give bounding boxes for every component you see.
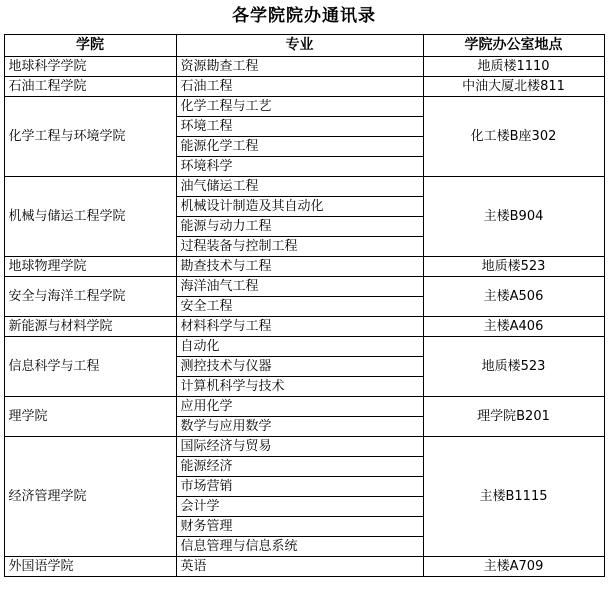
cell-major: 资源勘查工程: [176, 56, 423, 76]
page-title: 各学院院办通讯录: [232, 6, 376, 26]
cell-office: 主楼B904: [423, 176, 604, 256]
cell-major: 信息管理与信息系统: [176, 536, 423, 556]
cell-college: 石油工程学院: [4, 76, 176, 96]
cell-major: 自动化: [176, 336, 423, 356]
table-row: [4, 396, 604, 416]
cell-major: 机械设计制造及其自动化: [176, 196, 423, 216]
cell-major: 财务管理: [176, 516, 423, 536]
cell-major: 能源化学工程: [176, 136, 423, 156]
cell-major: 勘查技术与工程: [176, 256, 423, 276]
cell-major: 能源经济: [176, 456, 423, 476]
cell-major: 过程装备与控制工程: [176, 236, 423, 256]
cell-college: 化学工程与环境学院: [4, 96, 176, 176]
table-body: [4, 56, 604, 576]
cell-major: 化学工程与工艺: [176, 96, 423, 116]
column-header-major: 专业: [176, 34, 423, 56]
table-row: [4, 256, 604, 276]
cell-major: 环境工程: [176, 116, 423, 136]
cell-major: 环境科学: [176, 156, 423, 176]
cell-office: 中油大厦北楼811: [423, 76, 604, 96]
cell-office: 主楼A406: [423, 316, 604, 336]
cell-major: 海洋油气工程: [176, 276, 423, 296]
table-row: [4, 276, 604, 296]
cell-major: 市场营销: [176, 476, 423, 496]
cell-office: 地质楼1110: [423, 56, 604, 76]
cell-major: 数学与应用数学: [176, 416, 423, 436]
table-row: [4, 436, 604, 456]
cell-office: 主楼B1115: [423, 436, 604, 556]
column-header-office: 学院办公室地点: [423, 34, 604, 56]
cell-college: 机械与储运工程学院: [4, 176, 176, 256]
cell-major: 测控技术与仪器: [176, 356, 423, 376]
table-row: [4, 56, 604, 76]
cell-major: 油气储运工程: [176, 176, 423, 196]
cell-office: 主楼A506: [423, 276, 604, 316]
cell-college: 地球科学学院: [4, 56, 176, 76]
table-row: [4, 176, 604, 196]
cell-major: 会计学: [176, 496, 423, 516]
table-row: [4, 76, 604, 96]
table-row: [4, 316, 604, 336]
column-header-college: 学院: [4, 34, 176, 56]
cell-office: 主楼A709: [423, 556, 604, 576]
cell-college: 安全与海洋工程学院: [4, 276, 176, 316]
cell-college: 经济管理学院: [4, 436, 176, 556]
cell-college: 信息科学与工程: [4, 336, 176, 396]
cell-major: 国际经济与贸易: [176, 436, 423, 456]
cell-college: 外国语学院: [4, 556, 176, 576]
table-header-row: [4, 34, 604, 56]
cell-office: 地质楼523: [423, 336, 604, 396]
table-row: [4, 556, 604, 576]
cell-office: 化工楼B座302: [423, 96, 604, 176]
cell-office: 理学院B201: [423, 396, 604, 436]
cell-major: 安全工程: [176, 296, 423, 316]
cell-major: 材料科学与工程: [176, 316, 423, 336]
table-row: [4, 336, 604, 356]
cell-college: 新能源与材料学院: [4, 316, 176, 336]
cell-college: 地球物理学院: [4, 256, 176, 276]
cell-major: 英语: [176, 556, 423, 576]
table-header: [4, 34, 604, 56]
cell-major: 石油工程: [176, 76, 423, 96]
cell-major: 计算机科学与技术: [176, 376, 423, 396]
cell-major: 能源与动力工程: [176, 216, 423, 236]
cell-major: 应用化学: [176, 396, 423, 416]
table-row: [4, 96, 604, 116]
cell-college: 理学院: [4, 396, 176, 436]
college-contact-table: [4, 34, 605, 577]
cell-office: 地质楼523: [423, 256, 604, 276]
